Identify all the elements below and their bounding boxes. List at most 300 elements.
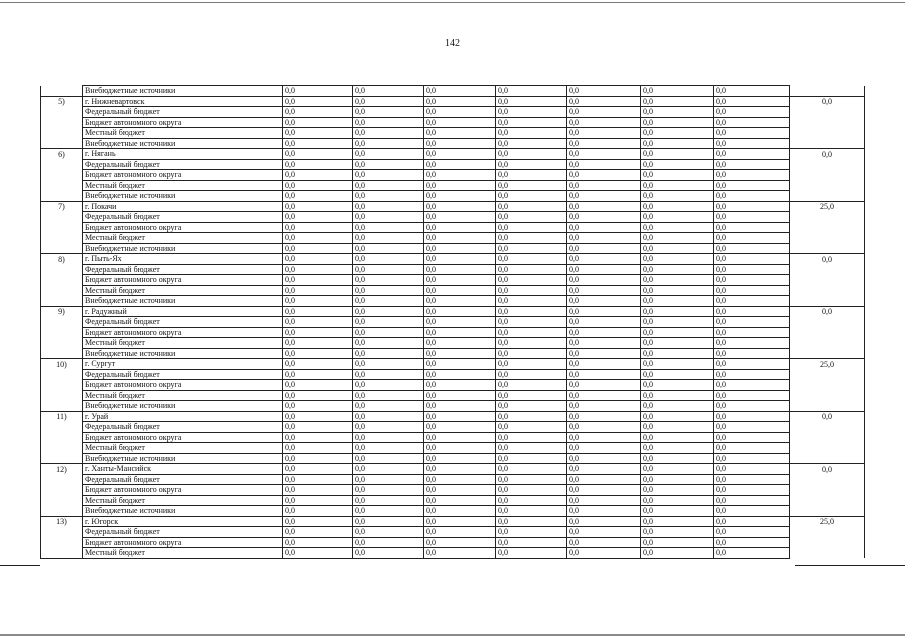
value-cell: 0,0: [496, 212, 567, 223]
value-cell: 0,0: [353, 86, 424, 97]
value-cell: 0,0: [567, 422, 641, 433]
row-number-cell: [41, 170, 83, 181]
row-label: Местный бюджет: [83, 128, 283, 139]
row-label: Местный бюджет: [83, 495, 283, 506]
value-cell: 0,0: [496, 107, 567, 118]
total-cell: [790, 537, 865, 548]
value-cell: 0,0: [424, 86, 496, 97]
value-cell: 0,0: [283, 117, 353, 128]
value-cell: 0,0: [283, 96, 353, 107]
value-cell: 0,0: [496, 485, 567, 496]
total-cell: 0,0: [790, 254, 865, 265]
value-cell: 0,0: [424, 170, 496, 181]
table-row: [41, 180, 865, 191]
table-row: [41, 222, 865, 233]
total-cell: [790, 233, 865, 244]
total-cell: [790, 243, 865, 254]
total-cell: [790, 222, 865, 233]
value-cell: 0,0: [424, 233, 496, 244]
row-label: Местный бюджет: [83, 390, 283, 401]
value-cell: 0,0: [424, 285, 496, 296]
value-cell: 0,0: [353, 485, 424, 496]
row-number-cell: 10): [41, 359, 83, 370]
row-label: Местный бюджет: [83, 338, 283, 349]
value-cell: 0,0: [496, 516, 567, 527]
value-cell: 0,0: [283, 495, 353, 506]
row-label: Внебюджетные источники: [83, 296, 283, 307]
row-number-cell: [41, 285, 83, 296]
value-cell: 0,0: [283, 285, 353, 296]
value-cell: 0,0: [567, 380, 641, 391]
table-row-city: [41, 149, 865, 160]
table-row: [41, 390, 865, 401]
value-cell: 0,0: [496, 191, 567, 202]
value-cell: 0,0: [567, 264, 641, 275]
value-cell: 0,0: [641, 222, 714, 233]
value-cell: 0,0: [496, 222, 567, 233]
row-number-cell: [41, 327, 83, 338]
value-cell: 0,0: [424, 474, 496, 485]
value-cell: 0,0: [424, 96, 496, 107]
total-cell: [790, 348, 865, 359]
city-name: г. Сургут: [83, 359, 283, 370]
total-cell: 0,0: [790, 411, 865, 422]
row-label: Местный бюджет: [83, 233, 283, 244]
value-cell: 0,0: [641, 527, 714, 538]
value-cell: 0,0: [496, 390, 567, 401]
value-cell: 0,0: [567, 170, 641, 181]
table-row-city: [41, 516, 865, 527]
value-cell: 0,0: [283, 411, 353, 422]
table-row: [41, 159, 865, 170]
value-cell: 0,0: [353, 422, 424, 433]
value-cell: 0,0: [496, 537, 567, 548]
table-row: [41, 296, 865, 307]
value-cell: 0,0: [424, 527, 496, 538]
row-number-cell: 7): [41, 201, 83, 212]
value-cell: 0,0: [567, 159, 641, 170]
value-cell: 0,0: [714, 443, 790, 454]
table-row-city: [41, 411, 865, 422]
row-label: Бюджет автономного округа: [83, 537, 283, 548]
value-cell: 0,0: [714, 527, 790, 538]
row-label: Бюджет автономного округа: [83, 222, 283, 233]
row-label: Внебюджетные источники: [83, 401, 283, 412]
value-cell: 0,0: [283, 254, 353, 265]
table-row: [41, 138, 865, 149]
table-row: [41, 453, 865, 464]
value-cell: 0,0: [641, 338, 714, 349]
value-cell: 0,0: [714, 453, 790, 464]
value-cell: 0,0: [714, 86, 790, 97]
value-cell: 0,0: [567, 191, 641, 202]
row-label: Внебюджетные источники: [83, 506, 283, 517]
value-cell: 0,0: [496, 159, 567, 170]
value-cell: 0,0: [567, 96, 641, 107]
value-cell: 0,0: [496, 285, 567, 296]
row-number-cell: [41, 537, 83, 548]
value-cell: 0,0: [353, 401, 424, 412]
value-cell: 0,0: [353, 275, 424, 286]
value-cell: 0,0: [496, 359, 567, 370]
value-cell: 0,0: [424, 306, 496, 317]
table-row: [41, 233, 865, 244]
value-cell: 0,0: [424, 254, 496, 265]
value-cell: 0,0: [567, 117, 641, 128]
value-cell: 0,0: [283, 222, 353, 233]
value-cell: 0,0: [496, 306, 567, 317]
value-cell: 0,0: [424, 380, 496, 391]
value-cell: 0,0: [283, 464, 353, 475]
value-cell: 0,0: [283, 506, 353, 517]
value-cell: 0,0: [424, 401, 496, 412]
total-cell: [790, 275, 865, 286]
value-cell: 0,0: [714, 233, 790, 244]
value-cell: 0,0: [714, 506, 790, 517]
value-cell: 0,0: [353, 212, 424, 223]
value-cell: 0,0: [424, 359, 496, 370]
scan-rule-right: [795, 565, 905, 566]
value-cell: 0,0: [714, 285, 790, 296]
row-number-cell: [41, 128, 83, 139]
value-cell: 0,0: [641, 117, 714, 128]
value-cell: 0,0: [714, 380, 790, 391]
value-cell: 0,0: [567, 516, 641, 527]
value-cell: 0,0: [283, 485, 353, 496]
value-cell: 0,0: [353, 495, 424, 506]
value-cell: 0,0: [283, 432, 353, 443]
value-cell: 0,0: [714, 159, 790, 170]
value-cell: 0,0: [567, 369, 641, 380]
value-cell: 0,0: [424, 485, 496, 496]
row-number-cell: [41, 453, 83, 464]
value-cell: 0,0: [424, 453, 496, 464]
row-number-cell: [41, 506, 83, 517]
row-label: Бюджет автономного округа: [83, 170, 283, 181]
row-number-cell: [41, 191, 83, 202]
value-cell: 0,0: [641, 453, 714, 464]
value-cell: 0,0: [283, 138, 353, 149]
row-label: Федеральный бюджет: [83, 369, 283, 380]
table-row: [41, 548, 865, 559]
value-cell: 0,0: [641, 411, 714, 422]
row-label: Бюджет автономного округа: [83, 275, 283, 286]
value-cell: 0,0: [496, 254, 567, 265]
total-cell: [790, 453, 865, 464]
value-cell: 0,0: [714, 149, 790, 160]
value-cell: 0,0: [283, 233, 353, 244]
row-number-cell: [41, 180, 83, 191]
value-cell: 0,0: [424, 422, 496, 433]
table-row: [41, 485, 865, 496]
value-cell: 0,0: [496, 474, 567, 485]
table-row: [41, 537, 865, 548]
table-row: [41, 474, 865, 485]
value-cell: 0,0: [353, 254, 424, 265]
row-label: Внебюджетные источники: [83, 348, 283, 359]
total-cell: [790, 212, 865, 223]
value-cell: 0,0: [641, 432, 714, 443]
value-cell: 0,0: [641, 170, 714, 181]
table-row: [41, 443, 865, 454]
value-cell: 0,0: [424, 222, 496, 233]
city-name: г. Югорск: [83, 516, 283, 527]
value-cell: 0,0: [496, 117, 567, 128]
value-cell: 0,0: [641, 422, 714, 433]
row-number-cell: 9): [41, 306, 83, 317]
value-cell: 0,0: [641, 138, 714, 149]
value-cell: 0,0: [714, 348, 790, 359]
value-cell: 0,0: [567, 432, 641, 443]
value-cell: 0,0: [283, 180, 353, 191]
city-name: г. Нижневартовск: [83, 96, 283, 107]
city-name: г. Покачи: [83, 201, 283, 212]
value-cell: 0,0: [496, 138, 567, 149]
value-cell: 0,0: [496, 464, 567, 475]
total-cell: 0,0: [790, 306, 865, 317]
row-number-cell: [41, 390, 83, 401]
value-cell: 0,0: [714, 548, 790, 559]
total-cell: 0,0: [790, 149, 865, 160]
value-cell: 0,0: [567, 222, 641, 233]
value-cell: 0,0: [283, 191, 353, 202]
value-cell: 0,0: [353, 128, 424, 139]
value-cell: 0,0: [714, 485, 790, 496]
value-cell: 0,0: [567, 243, 641, 254]
row-label: Федеральный бюджет: [83, 317, 283, 328]
value-cell: 0,0: [714, 222, 790, 233]
value-cell: 0,0: [496, 369, 567, 380]
total-cell: 25,0: [790, 359, 865, 370]
value-cell: 0,0: [567, 411, 641, 422]
value-cell: 0,0: [496, 422, 567, 433]
value-cell: 0,0: [567, 474, 641, 485]
value-cell: 0,0: [567, 401, 641, 412]
value-cell: 0,0: [496, 296, 567, 307]
total-cell: 25,0: [790, 201, 865, 212]
value-cell: 0,0: [496, 453, 567, 464]
value-cell: 0,0: [567, 128, 641, 139]
row-label: Федеральный бюджет: [83, 474, 283, 485]
total-cell: [790, 285, 865, 296]
value-cell: 0,0: [424, 128, 496, 139]
value-cell: 0,0: [567, 359, 641, 370]
row-number-cell: [41, 401, 83, 412]
value-cell: 0,0: [496, 149, 567, 160]
value-cell: 0,0: [496, 401, 567, 412]
value-cell: 0,0: [283, 453, 353, 464]
value-cell: 0,0: [567, 107, 641, 118]
value-cell: 0,0: [567, 285, 641, 296]
value-cell: 0,0: [424, 443, 496, 454]
value-cell: 0,0: [353, 432, 424, 443]
row-label: Федеральный бюджет: [83, 422, 283, 433]
city-name: г. Нягань: [83, 149, 283, 160]
value-cell: 0,0: [353, 107, 424, 118]
value-cell: 0,0: [641, 495, 714, 506]
value-cell: 0,0: [353, 296, 424, 307]
value-cell: 0,0: [714, 369, 790, 380]
value-cell: 0,0: [714, 296, 790, 307]
value-cell: 0,0: [283, 107, 353, 118]
value-cell: 0,0: [424, 107, 496, 118]
row-number-cell: 6): [41, 149, 83, 160]
value-cell: 0,0: [424, 537, 496, 548]
table-row: [41, 369, 865, 380]
row-number-cell: [41, 474, 83, 485]
value-cell: 0,0: [283, 516, 353, 527]
row-number-cell: [41, 369, 83, 380]
value-cell: 0,0: [714, 474, 790, 485]
value-cell: 0,0: [496, 548, 567, 559]
value-cell: 0,0: [714, 212, 790, 223]
table-row-city: [41, 359, 865, 370]
value-cell: 0,0: [567, 149, 641, 160]
table-row-city: [41, 201, 865, 212]
value-cell: 0,0: [283, 128, 353, 139]
table-row: [41, 275, 865, 286]
total-cell: [790, 327, 865, 338]
value-cell: 0,0: [641, 348, 714, 359]
value-cell: 0,0: [283, 275, 353, 286]
value-cell: 0,0: [283, 348, 353, 359]
total-cell: [790, 338, 865, 349]
row-number-cell: [41, 117, 83, 128]
value-cell: 0,0: [424, 138, 496, 149]
row-label: Внебюджетные источники: [83, 191, 283, 202]
row-number-cell: [41, 233, 83, 244]
row-number-cell: [41, 243, 83, 254]
row-number-cell: [41, 275, 83, 286]
value-cell: 0,0: [283, 390, 353, 401]
value-cell: 0,0: [714, 516, 790, 527]
value-cell: 0,0: [424, 516, 496, 527]
value-cell: 0,0: [353, 201, 424, 212]
value-cell: 0,0: [714, 128, 790, 139]
value-cell: 0,0: [714, 432, 790, 443]
table-row-city: [41, 464, 865, 475]
value-cell: 0,0: [424, 338, 496, 349]
value-cell: 0,0: [714, 495, 790, 506]
value-cell: 0,0: [641, 401, 714, 412]
value-cell: 0,0: [641, 327, 714, 338]
value-cell: 0,0: [283, 359, 353, 370]
value-cell: 0,0: [641, 306, 714, 317]
budget-table-body: [41, 86, 865, 559]
value-cell: 0,0: [641, 380, 714, 391]
value-cell: 0,0: [283, 306, 353, 317]
value-cell: 0,0: [283, 338, 353, 349]
value-cell: 0,0: [714, 390, 790, 401]
value-cell: 0,0: [496, 338, 567, 349]
value-cell: 0,0: [567, 348, 641, 359]
table-row: [41, 128, 865, 139]
row-number-cell: [41, 422, 83, 433]
value-cell: 0,0: [714, 359, 790, 370]
value-cell: 0,0: [567, 453, 641, 464]
total-cell: 0,0: [790, 96, 865, 107]
scan-top-edge: [0, 2, 905, 3]
value-cell: 0,0: [353, 96, 424, 107]
value-cell: 0,0: [567, 327, 641, 338]
value-cell: 0,0: [641, 96, 714, 107]
value-cell: 0,0: [714, 317, 790, 328]
city-name: г. Урай: [83, 411, 283, 422]
value-cell: 0,0: [641, 86, 714, 97]
value-cell: 0,0: [641, 285, 714, 296]
value-cell: 0,0: [424, 159, 496, 170]
value-cell: 0,0: [567, 338, 641, 349]
row-number-cell: [41, 86, 83, 97]
value-cell: 0,0: [283, 527, 353, 538]
value-cell: 0,0: [424, 212, 496, 223]
total-cell: [790, 296, 865, 307]
total-cell: [790, 443, 865, 454]
value-cell: 0,0: [641, 180, 714, 191]
value-cell: 0,0: [641, 296, 714, 307]
table-row: [41, 348, 865, 359]
value-cell: 0,0: [353, 411, 424, 422]
table-row: [41, 212, 865, 223]
city-name: г. Радужный: [83, 306, 283, 317]
value-cell: 0,0: [567, 254, 641, 265]
value-cell: 0,0: [641, 243, 714, 254]
value-cell: 0,0: [353, 338, 424, 349]
value-cell: 0,0: [496, 506, 567, 517]
row-label: Бюджет автономного округа: [83, 117, 283, 128]
value-cell: 0,0: [353, 464, 424, 475]
row-number-cell: [41, 212, 83, 223]
value-cell: 0,0: [496, 317, 567, 328]
row-label: Федеральный бюджет: [83, 212, 283, 223]
value-cell: 0,0: [567, 306, 641, 317]
row-label: Внебюджетные источники: [83, 453, 283, 464]
table-row: [41, 117, 865, 128]
value-cell: 0,0: [353, 380, 424, 391]
row-number-cell: [41, 222, 83, 233]
value-cell: 0,0: [641, 317, 714, 328]
value-cell: 0,0: [496, 411, 567, 422]
scan-rule-left: [0, 565, 40, 566]
row-label: Бюджет автономного округа: [83, 327, 283, 338]
value-cell: 0,0: [283, 327, 353, 338]
value-cell: 0,0: [353, 516, 424, 527]
value-cell: 0,0: [641, 191, 714, 202]
value-cell: 0,0: [353, 506, 424, 517]
value-cell: 0,0: [496, 348, 567, 359]
value-cell: 0,0: [283, 243, 353, 254]
value-cell: 0,0: [424, 348, 496, 359]
value-cell: 0,0: [714, 201, 790, 212]
value-cell: 0,0: [641, 485, 714, 496]
value-cell: 0,0: [353, 548, 424, 559]
value-cell: 0,0: [567, 86, 641, 97]
value-cell: 0,0: [424, 327, 496, 338]
row-number-cell: [41, 548, 83, 559]
value-cell: 0,0: [714, 275, 790, 286]
value-cell: 0,0: [353, 264, 424, 275]
value-cell: 0,0: [567, 201, 641, 212]
row-number-cell: 11): [41, 411, 83, 422]
value-cell: 0,0: [283, 264, 353, 275]
value-cell: 0,0: [424, 506, 496, 517]
value-cell: 0,0: [424, 201, 496, 212]
row-number-cell: [41, 443, 83, 454]
value-cell: 0,0: [283, 317, 353, 328]
value-cell: 0,0: [567, 296, 641, 307]
table-row: [41, 285, 865, 296]
row-number-cell: [41, 159, 83, 170]
